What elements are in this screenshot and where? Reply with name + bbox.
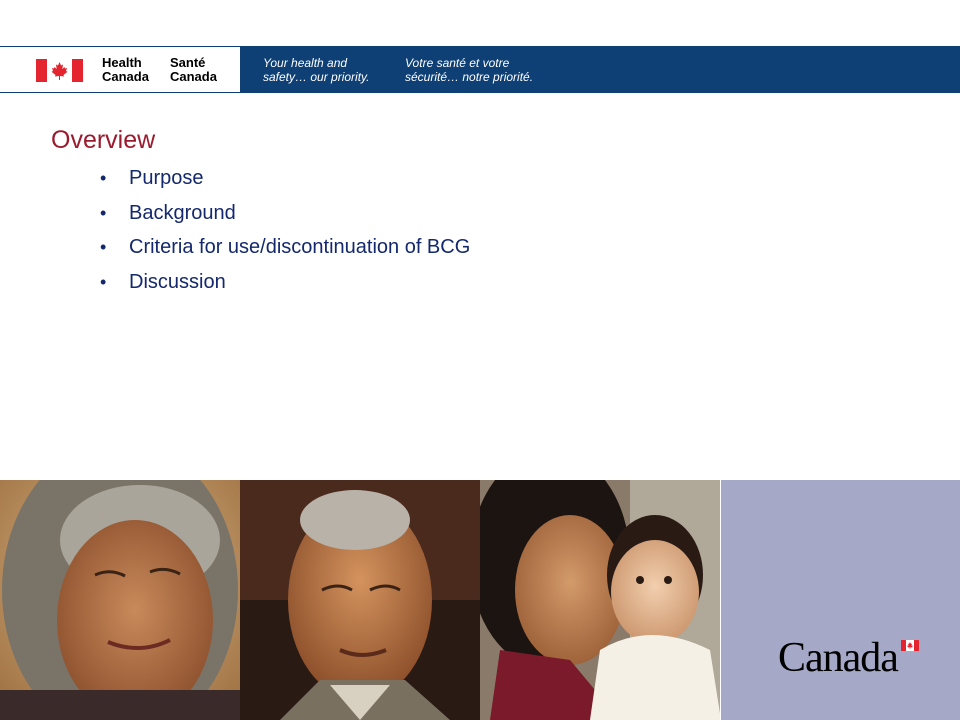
department-name-fr: Santé Canada	[170, 55, 217, 84]
bullet-item: • Criteria for use/discontinuation of BCG	[100, 233, 470, 268]
photo-strip	[0, 480, 960, 720]
photo-mother-and-baby	[480, 480, 720, 720]
bullet-icon: •	[100, 271, 107, 292]
bullet-list	[100, 164, 470, 302]
slide-title: Overview	[51, 126, 156, 154]
bullet-item: • Background	[100, 199, 470, 234]
tagline-en: Your health and safety… our priority.	[263, 56, 370, 84]
footer-panel	[721, 480, 960, 720]
bullet-item: • Purpose	[100, 164, 470, 199]
header-banner	[0, 46, 960, 93]
bullet-item: • Discussion	[100, 268, 470, 303]
bullet-icon: •	[100, 237, 107, 257]
department-signature	[0, 46, 240, 93]
canada-flag-icon	[36, 59, 83, 82]
wordmark-flag-icon	[901, 640, 919, 651]
photo-elderly-woman	[0, 480, 240, 720]
bullet-icon: •	[100, 168, 107, 188]
department-name-en: Health Canada	[102, 55, 149, 84]
bullet-icon: •	[100, 202, 107, 223]
canada-wordmark: Canada	[778, 635, 898, 681]
photo-elderly-man	[240, 480, 480, 720]
tagline-fr: Votre santé et votre sécurité… notre priorité.	[405, 56, 534, 84]
